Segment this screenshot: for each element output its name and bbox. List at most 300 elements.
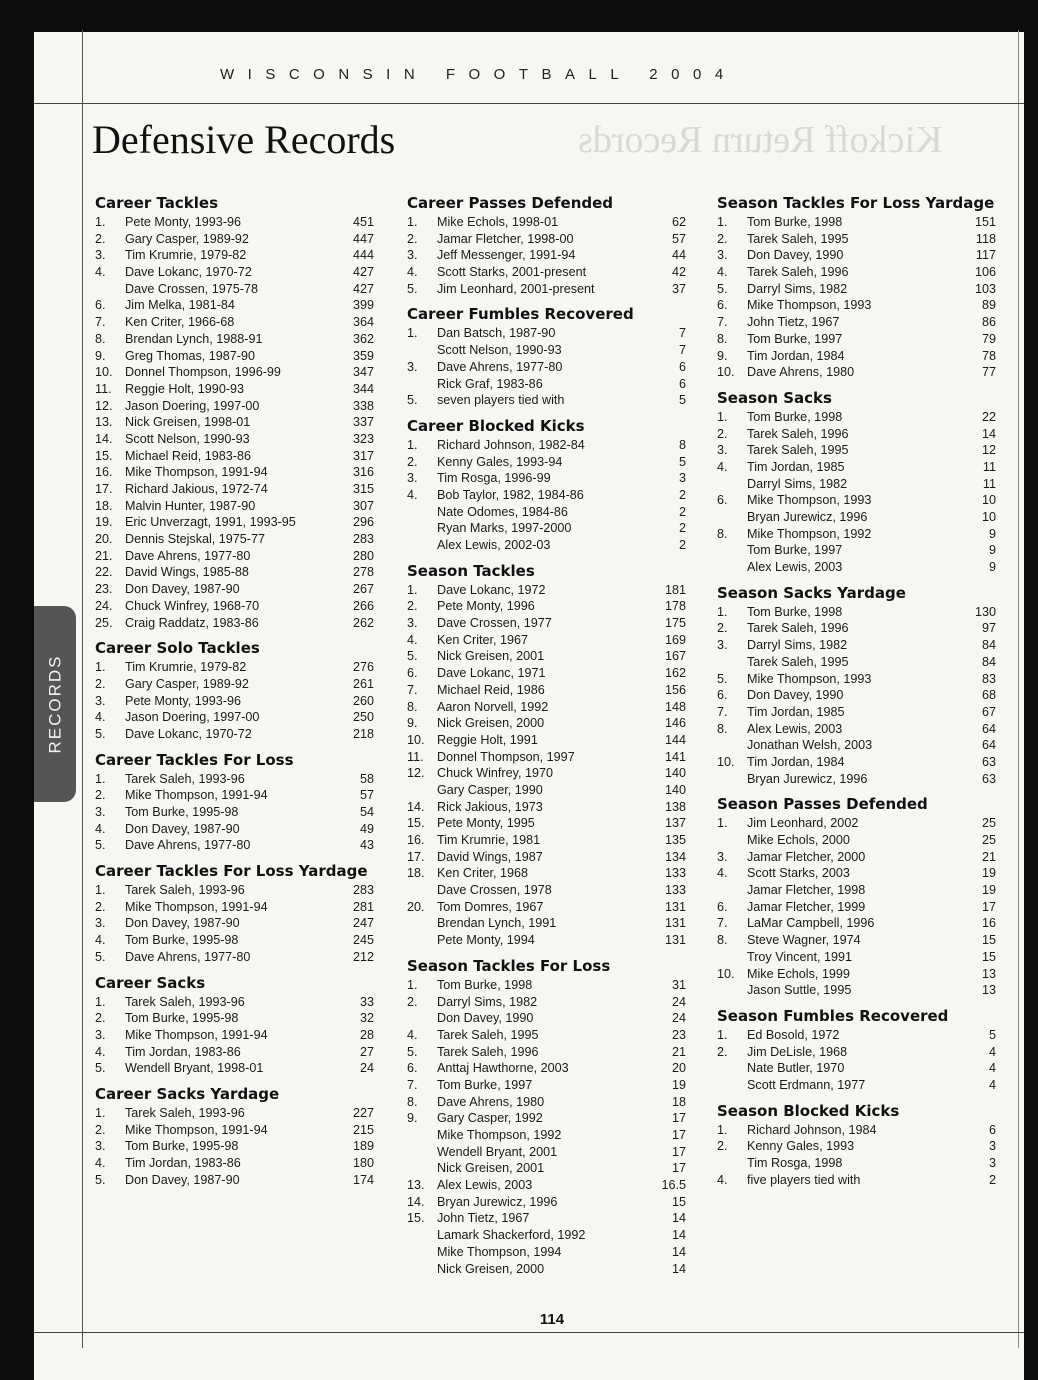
record-value: 17	[671, 1128, 686, 1142]
record-value: 6	[678, 376, 686, 391]
section-title: Season Sacks	[717, 388, 832, 407]
record-rank: 1.	[95, 771, 106, 786]
record-row	[404, 665, 686, 682]
record-value: 315	[352, 482, 374, 496]
record-holder: Nick Greisen, 2001	[437, 649, 545, 664]
record-value: 167	[664, 649, 686, 664]
record-row	[92, 398, 374, 415]
record-holder: Mike Echols, 1998-01	[437, 215, 559, 229]
record-value: 151	[974, 215, 996, 229]
record-value: 32	[359, 1011, 374, 1026]
record-holder: Tom Burke, 1998	[747, 604, 843, 619]
record-rank: 19.	[95, 515, 113, 530]
record-value: 451	[352, 215, 374, 229]
record-holder: Ken Criter, 1966-68	[125, 315, 235, 330]
record-row	[92, 949, 374, 966]
record-value: 44	[671, 248, 686, 263]
record-holder: Bryan Jurewicz, 1996	[437, 1194, 558, 1209]
record-rank: 8.	[95, 331, 106, 346]
record-section	[92, 862, 374, 965]
record-rank: 1.	[407, 437, 418, 452]
record-holder: Mike Thompson, 1993	[747, 493, 872, 508]
record-row	[92, 771, 374, 788]
record-row	[714, 281, 996, 298]
record-holder: Mike Thompson, 1991-94	[125, 1027, 268, 1042]
record-rank: 1.	[717, 215, 728, 229]
record-rank	[404, 782, 437, 799]
record-row	[714, 1155, 996, 1172]
record-value: 117	[975, 248, 996, 263]
record-holder: Jason Doering, 1997-00	[125, 398, 260, 413]
record-row	[404, 1160, 686, 1177]
record-rank: 10.	[407, 732, 425, 747]
record-value: 189	[352, 1139, 374, 1154]
record-rank: 3.	[407, 616, 418, 631]
record-row	[714, 771, 996, 788]
record-holder: Tarek Saleh, 1993-96	[125, 1105, 245, 1120]
record-rank	[714, 509, 747, 526]
record-row	[714, 982, 996, 999]
record-row	[404, 325, 686, 342]
record-row	[404, 487, 686, 504]
record-value: 18	[671, 1094, 686, 1109]
record-value: 130	[974, 604, 996, 619]
record-holder: Mike Thompson, 1992	[747, 526, 872, 541]
record-rank	[404, 1010, 437, 1027]
record-holder: Tarek Saleh, 1995	[747, 231, 849, 246]
record-rank: 13.	[407, 1178, 425, 1193]
bleed-through-title: Kickoff Return Records	[578, 119, 943, 161]
record-holder: Nick Greisen, 2001	[437, 1161, 545, 1176]
record-section	[404, 305, 686, 408]
record-value: 25	[981, 833, 996, 847]
record-rank: 16.	[95, 465, 113, 480]
section-title: Career Fumbles Recovered	[407, 305, 634, 324]
record-rank	[714, 832, 747, 849]
record-value: 131	[664, 916, 686, 931]
record-value: 444	[352, 248, 374, 263]
record-row	[92, 598, 374, 615]
record-rank	[404, 1144, 437, 1161]
section-side-tab	[34, 606, 76, 802]
record-row	[92, 581, 374, 598]
record-row	[714, 1060, 996, 1077]
record-row	[714, 882, 996, 899]
record-holder: Alex Lewis, 2003	[747, 560, 843, 575]
record-rank: 8.	[407, 699, 418, 714]
record-value: 15	[671, 1194, 686, 1209]
record-row	[714, 915, 996, 932]
record-section	[404, 417, 686, 554]
section-title: Career Sacks	[95, 973, 206, 992]
record-value: 9	[988, 543, 996, 558]
record-holder: Dave Ahrens, 1977-80	[125, 838, 251, 853]
record-value: 16.5	[661, 1178, 686, 1193]
record-rank: 6.	[717, 688, 728, 703]
record-row	[92, 915, 374, 932]
record-rank: 13.	[95, 415, 113, 430]
record-row	[714, 364, 996, 381]
record-row	[92, 1010, 374, 1027]
record-holder: Michael Reid, 1983-86	[125, 448, 252, 463]
record-value: 245	[352, 933, 374, 948]
record-value: 42	[671, 265, 686, 280]
record-holder: Michael Reid, 1986	[437, 682, 545, 697]
record-rank: 2.	[95, 899, 106, 914]
record-holder: Tim Jordan, 1983-86	[125, 1156, 241, 1170]
record-value: 447	[352, 231, 374, 246]
record-row	[714, 492, 996, 509]
record-row	[404, 882, 686, 899]
record-value: 266	[352, 598, 374, 613]
record-rank	[714, 1077, 747, 1094]
record-holder: Jim DeLisle, 1968	[747, 1044, 848, 1059]
record-rank: 9.	[717, 348, 728, 363]
record-row	[92, 381, 374, 398]
record-value: 64	[981, 738, 996, 753]
record-row	[714, 620, 996, 637]
record-rank: 5.	[95, 949, 106, 964]
record-rank: 14.	[407, 1194, 425, 1209]
record-rank	[404, 537, 437, 554]
record-holder: Tim Jordan, 1984	[747, 754, 845, 769]
record-row	[404, 732, 686, 749]
record-value: 14	[671, 1261, 686, 1276]
record-row	[92, 514, 374, 531]
record-value: 79	[981, 331, 996, 346]
record-value: 5	[988, 1027, 996, 1042]
record-holder: Craig Raddatz, 1983-86	[125, 615, 259, 630]
record-value: 15	[981, 949, 996, 964]
record-value: 58	[359, 771, 374, 786]
record-value: 84	[981, 638, 996, 653]
record-value: 181	[664, 582, 686, 597]
record-holder: Aaron Norvell, 1992	[437, 699, 549, 714]
record-row	[714, 899, 996, 916]
record-holder: Pete Monty, 1996	[437, 599, 535, 614]
record-value: 20	[671, 1061, 686, 1076]
record-rank: 5.	[407, 281, 418, 296]
record-holder: Gary Casper, 1990	[437, 782, 543, 797]
record-value: 33	[359, 994, 374, 1009]
record-value: 12	[981, 443, 996, 458]
record-value: 359	[352, 348, 374, 363]
record-value: 106	[974, 265, 996, 280]
record-row	[404, 832, 686, 849]
record-holder: Tom Burke, 1998	[747, 215, 843, 229]
record-row	[404, 504, 686, 521]
record-holder: Chuck Winfrey, 1970	[437, 766, 553, 781]
record-value: 54	[359, 805, 374, 819]
record-row	[92, 899, 374, 916]
record-holder: Tarek Saleh, 1995	[437, 1027, 539, 1042]
record-rank: 4.	[717, 1172, 728, 1187]
record-rank: 5.	[717, 281, 728, 296]
record-row	[714, 704, 996, 721]
record-holder: Don Davey, 1990	[747, 248, 844, 263]
record-row	[92, 314, 374, 331]
record-rank: 2.	[717, 231, 728, 246]
record-rank	[714, 1155, 747, 1172]
record-row	[404, 1060, 686, 1077]
record-row	[404, 915, 686, 932]
record-holder: Don Davey, 1990	[437, 1011, 534, 1026]
record-value: 97	[981, 621, 996, 636]
record-value: 280	[352, 548, 374, 563]
record-holder: Alex Lewis, 2002-03	[437, 538, 551, 552]
record-rank: 3.	[95, 693, 106, 708]
record-row	[714, 1122, 996, 1139]
record-value: 134	[664, 849, 686, 864]
record-value: 338	[352, 398, 374, 413]
record-row	[714, 1077, 996, 1094]
record-holder: Tom Burke, 1995-98	[125, 805, 239, 819]
record-holder: Jonathan Welsh, 2003	[747, 738, 873, 753]
record-section	[404, 562, 686, 949]
record-holder: Tim Jordan, 1983-86	[125, 1044, 241, 1059]
record-rank	[714, 737, 747, 754]
record-holder: Mike Thompson, 1994	[437, 1244, 562, 1259]
page-number: 114	[539, 1311, 565, 1328]
record-value: 427	[352, 281, 374, 296]
record-holder: Tim Rosga, 1998	[747, 1156, 843, 1170]
record-value: 247	[352, 916, 374, 931]
record-holder: Dan Batsch, 1987-90	[437, 326, 556, 341]
record-rank: 8.	[717, 526, 728, 541]
record-value: 11	[982, 476, 996, 491]
record-value: 178	[664, 599, 686, 614]
record-rank: 9.	[407, 1111, 418, 1126]
record-holder: Richard Jakious, 1972-74	[125, 482, 268, 496]
record-value: 14	[671, 1211, 686, 1226]
record-row	[714, 754, 996, 771]
record-rank: 4.	[95, 710, 106, 725]
record-rank: 2.	[95, 788, 106, 803]
record-row	[92, 821, 374, 838]
record-holder: Malvin Hunter, 1987-90	[125, 498, 256, 513]
record-value: 276	[352, 660, 374, 675]
record-value: 17	[981, 899, 996, 914]
record-rank: 10.	[95, 365, 113, 380]
section-title: Career Blocked Kicks	[407, 416, 585, 435]
record-holder: Pete Monty, 1995	[437, 816, 535, 831]
record-holder: Reggie Holt, 1991	[437, 732, 538, 747]
record-value: 138	[664, 799, 686, 814]
record-rank: 3.	[407, 471, 418, 486]
record-rank: 18.	[407, 866, 425, 881]
record-holder: Bob Taylor, 1982, 1984-86	[437, 487, 584, 502]
record-rank: 1.	[95, 994, 106, 1009]
record-row	[404, 932, 686, 949]
record-row	[714, 1138, 996, 1155]
record-holder: Nick Greisen, 2000	[437, 1261, 545, 1276]
record-row	[404, 1127, 686, 1144]
record-value: 212	[352, 949, 374, 964]
record-holder: Wendell Bryant, 2001	[437, 1144, 558, 1159]
record-rank: 2.	[95, 1122, 106, 1137]
record-row	[714, 314, 996, 331]
record-row	[714, 1027, 996, 1044]
record-value: 133	[664, 866, 686, 881]
record-holder: Kenny Gales, 1993-94	[437, 454, 563, 469]
record-row	[714, 721, 996, 738]
record-row	[404, 765, 686, 782]
record-value: 260	[352, 693, 374, 708]
record-holder: Dave Lokanc, 1970-72	[125, 265, 252, 280]
record-row	[92, 659, 374, 676]
record-rank: 22.	[95, 565, 113, 580]
record-rank: 3.	[717, 849, 728, 864]
records-column-2	[404, 194, 686, 1285]
record-value: 227	[352, 1105, 374, 1120]
record-holder: Don Davey, 1987-90	[125, 916, 240, 931]
record-holder: Don Davey, 1987-90	[125, 582, 240, 597]
records-column-1	[92, 194, 374, 1196]
record-value: 21	[671, 1044, 686, 1059]
record-row	[714, 687, 996, 704]
record-rank: 5.	[95, 1172, 106, 1187]
record-value: 25	[981, 816, 996, 831]
record-row	[92, 531, 374, 548]
record-rank: 18.	[95, 498, 113, 513]
record-rank: 4.	[407, 265, 418, 280]
record-rank: 1.	[95, 883, 106, 898]
left-margin-rule	[82, 30, 83, 1348]
record-rank: 17.	[95, 482, 113, 496]
record-value: 2	[678, 538, 686, 552]
record-value: 337	[352, 415, 374, 430]
record-row	[714, 637, 996, 654]
record-row	[92, 1172, 374, 1189]
record-row	[92, 448, 374, 465]
record-value: 156	[664, 682, 686, 697]
record-holder: five players tied with	[747, 1172, 861, 1187]
record-rank: 1.	[717, 816, 728, 831]
record-rank	[404, 342, 437, 359]
record-rank: 3.	[95, 916, 106, 931]
record-holder: Tom Burke, 1995-98	[125, 933, 239, 948]
side-tab-label: RECORDS	[45, 654, 65, 754]
record-row	[714, 442, 996, 459]
record-holder: Tom Domres, 1967	[437, 899, 544, 914]
record-rank: 24.	[95, 598, 113, 613]
record-value: 364	[352, 315, 374, 330]
record-value: 2	[678, 504, 686, 519]
record-rank: 3.	[95, 805, 106, 819]
footer-rule	[34, 1332, 1024, 1333]
record-holder: Mike Thompson, 1993	[747, 298, 872, 313]
record-rank: 2.	[407, 599, 418, 614]
record-value: 250	[352, 710, 374, 725]
record-value: 19	[671, 1077, 686, 1092]
record-value: 131	[664, 933, 686, 948]
record-rank: 25.	[95, 615, 113, 630]
record-holder: Mike Thompson, 1992	[437, 1128, 562, 1142]
record-value: 10	[981, 493, 996, 508]
record-rank: 4.	[407, 632, 418, 647]
section-title: Career Passes Defended	[407, 194, 614, 212]
record-row	[714, 932, 996, 949]
record-value: 24	[671, 1011, 686, 1026]
record-holder: Tarek Saleh, 1995	[747, 443, 849, 458]
section-title: Season Fumbles Recovered	[717, 1006, 949, 1025]
record-holder: Dave Ahrens, 1977-80	[125, 949, 251, 964]
record-row	[404, 1227, 686, 1244]
record-holder: Steve Wagner, 1974	[747, 933, 861, 948]
record-value: 2	[678, 487, 686, 502]
record-value: 9	[988, 526, 996, 541]
record-section	[404, 957, 686, 1277]
record-row	[92, 787, 374, 804]
record-rank: 7.	[407, 1077, 418, 1092]
record-value: 68	[981, 688, 996, 703]
record-value: 43	[359, 838, 374, 853]
record-row	[404, 342, 686, 359]
record-row	[404, 1077, 686, 1094]
record-value: 89	[981, 298, 996, 313]
record-value: 169	[664, 632, 686, 647]
record-value: 8	[678, 437, 686, 452]
record-value: 17	[671, 1144, 686, 1159]
record-value: 13	[981, 966, 996, 981]
record-rank: 5.	[407, 393, 418, 408]
record-holder: Tarek Saleh, 1993-96	[125, 994, 245, 1009]
record-row	[92, 348, 374, 365]
record-rank: 4.	[717, 265, 728, 280]
record-row	[714, 348, 996, 365]
record-rank: 4.	[717, 459, 728, 474]
record-value: 67	[981, 704, 996, 719]
record-holder: Tarek Saleh, 1993-96	[125, 771, 245, 786]
record-holder: Scott Nelson, 1990-93	[125, 431, 250, 446]
record-holder: Dave Lokanc, 1972	[437, 582, 546, 597]
record-holder: Gary Casper, 1989-92	[125, 231, 249, 246]
record-holder: Chuck Winfrey, 1968-70	[125, 598, 260, 613]
record-rank	[404, 1244, 437, 1261]
record-row	[404, 1244, 686, 1261]
record-holder: Kenny Gales, 1993	[747, 1139, 855, 1154]
record-holder: Mike Thompson, 1991-94	[125, 899, 268, 914]
record-holder: Ryan Marks, 1997-2000	[437, 521, 572, 536]
record-holder: Brendan Lynch, 1991	[437, 916, 557, 931]
record-value: 399	[352, 298, 374, 313]
record-value: 13	[981, 983, 996, 998]
section-title: Season Tackles For Loss	[407, 956, 611, 975]
record-holder: Greg Thomas, 1987-90	[125, 348, 255, 363]
record-row	[92, 1155, 374, 1172]
record-holder: Pete Monty, 1993-96	[125, 693, 241, 708]
record-value: 141	[664, 749, 686, 764]
record-row	[404, 1027, 686, 1044]
record-rank: 4.	[95, 1156, 106, 1170]
record-rank: 1.	[407, 215, 418, 229]
record-value: 19	[981, 883, 996, 898]
record-holder: John Tietz, 1967	[747, 315, 840, 330]
record-value: 37	[671, 281, 686, 296]
record-rank	[714, 476, 747, 493]
record-row	[714, 604, 996, 621]
record-rank: 10.	[717, 966, 735, 981]
record-rank: 4.	[407, 487, 418, 502]
record-rank: 12.	[95, 398, 113, 413]
record-rank	[404, 1261, 437, 1278]
record-row	[92, 564, 374, 581]
record-row	[92, 837, 374, 854]
record-row	[92, 247, 374, 264]
record-rank: 5.	[407, 649, 418, 664]
record-rank: 2.	[95, 676, 106, 691]
record-holder: Nick Greisen, 1998-01	[125, 415, 251, 430]
